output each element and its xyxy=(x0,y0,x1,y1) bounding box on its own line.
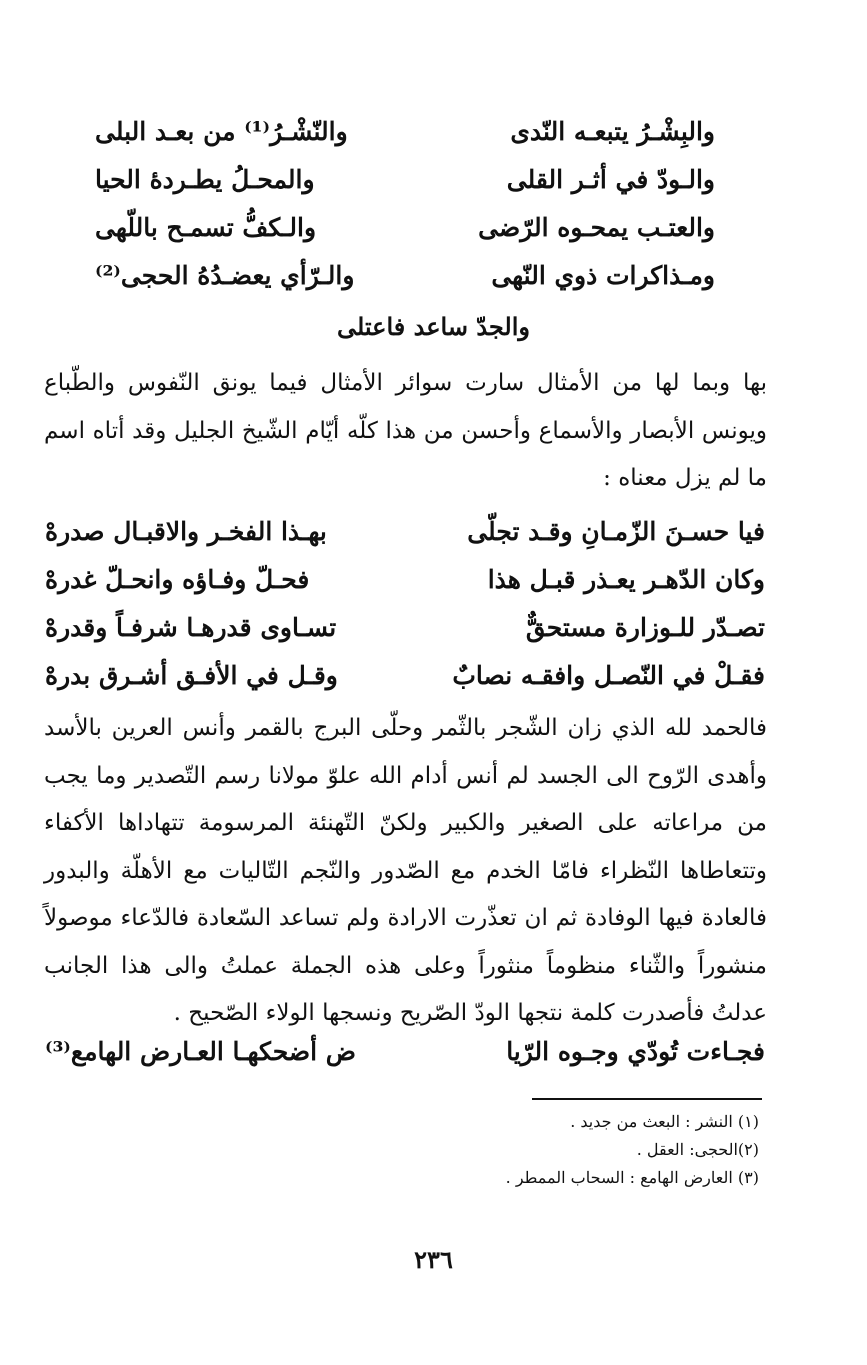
verse-first-hemistich: وكان الدّهـر يعـذر قبـل هذا xyxy=(487,565,765,594)
verse-second-hemistich: والنّشْـرُ⁽¹⁾ من بعـد البلى xyxy=(95,117,348,146)
verse-line xyxy=(45,608,765,656)
verse-line xyxy=(45,512,765,560)
verse-line xyxy=(95,112,715,160)
verse-first-hemistich: تصـدّر للـوزارة مستحقٌّ xyxy=(525,613,765,642)
verse-closing-line: والجدّ ساعد فاعتلى xyxy=(336,312,530,341)
verse-line xyxy=(45,1032,765,1080)
poem-block-2 xyxy=(45,512,765,704)
verse-first-hemistich: والبِشْـرُ يتبعـه النّدى xyxy=(510,117,715,146)
footnote-separator xyxy=(532,1098,762,1100)
footnote: (٢)الحجى: العقل . xyxy=(636,1140,759,1159)
paragraph-text: بها وبما لها من الأمثال سارت سوائر الأمثال فيما يونق النّفوس والطّباع ويونس الأبصار والأسماع وأحسن من هذا كلّه أيّام الشّيخ الجليل وقد أتاه اسم ما لم يزل معناه : xyxy=(44,370,767,491)
prose-paragraph-2 xyxy=(44,705,767,1038)
paragraph-text: فالحمد لله الذي زان الشّجر بالثّمر وحلّى البرج بالقمر وأنس العرين بالأسد وأهدى الرّوح الى الجسد لم أنس أدام الله علوّ مولانا رسم التّصدير وما يجب من مراعاته على الصغير والكبير ولكنّ التّهنئة المرسومة تتهاداها الأكفاء وتتعاطاها النّظراء فامّا الخدم مع الصّدور والنّجم التّاليات مع الأهلّة والبدور فالعادة فيها الوفادة ثم ان تعذّرت الارادة ولم تساعد السّعادة فالدّعاء موصولاً منشوراً والثّناء منظوماً منثوراً وعلى هذه الجملة عملتُ والى هذا الجانب عدلتُ فأصدرت كلمة نتجها الودّ الصّريح ونسجها الولاء الصّحيح . xyxy=(44,715,767,1026)
page-number: ٢٣٦ xyxy=(414,1245,453,1274)
verse-second-hemistich: والـكفُّ تسمـح باللّهى xyxy=(95,213,317,242)
verse-second-hemistich: والـرّأي يعضـدُهُ الحجى⁽²⁾ xyxy=(95,261,355,290)
prose-paragraph-1 xyxy=(44,360,767,503)
verse-first-hemistich: والعتـب يمحـوه الرّضى xyxy=(478,213,715,242)
footnote: (٣) العارض الهامع : السحاب الممطر . xyxy=(505,1168,759,1187)
verse-first-hemistich: ومـذاكرات ذوي النّهى xyxy=(491,261,715,290)
verse-first-hemistich: فقـلْ في النّصـل وافقـه نصابٌ xyxy=(452,661,765,690)
verse-second-hemistich: تسـاوى قدرهـا شرفـاً وقدرهْ xyxy=(45,613,337,642)
verse-line xyxy=(45,656,765,704)
verse-second-hemistich: ض أضحكهـا العـارض الهامع⁽³⁾ xyxy=(45,1037,357,1066)
verse-second-hemistich: بهـذا الفخـر والاقبـال صدرهْ xyxy=(45,517,327,546)
verse-first-hemistich: فجـاءت تُودّي وجـوه الرّيا xyxy=(506,1037,765,1066)
verse-second-hemistich: فحـلّ وفـاؤه وانحـلّ غدرهْ xyxy=(45,565,310,594)
poem-block-3 xyxy=(45,1032,765,1080)
verse-line xyxy=(95,208,715,256)
verse-line xyxy=(95,256,715,304)
verse-second-hemistich: وقـل في الأفـق أشـرق بدرهْ xyxy=(45,661,338,690)
verse-first-hemistich: والـودّ في أثـر القلى xyxy=(506,165,715,194)
footnotes xyxy=(399,1108,759,1192)
verse-second-hemistich: والمحـلُ يطـردهٔ الحيا xyxy=(95,165,315,194)
poem-block-1 xyxy=(95,112,715,304)
footnote: (١) النشر : البعث من جديد . xyxy=(570,1112,759,1131)
verse-line xyxy=(95,160,715,208)
verse-first-hemistich: فيا حسـنَ الزّمـانِ وقـد تجلّى xyxy=(467,517,765,546)
verse-line xyxy=(45,560,765,608)
